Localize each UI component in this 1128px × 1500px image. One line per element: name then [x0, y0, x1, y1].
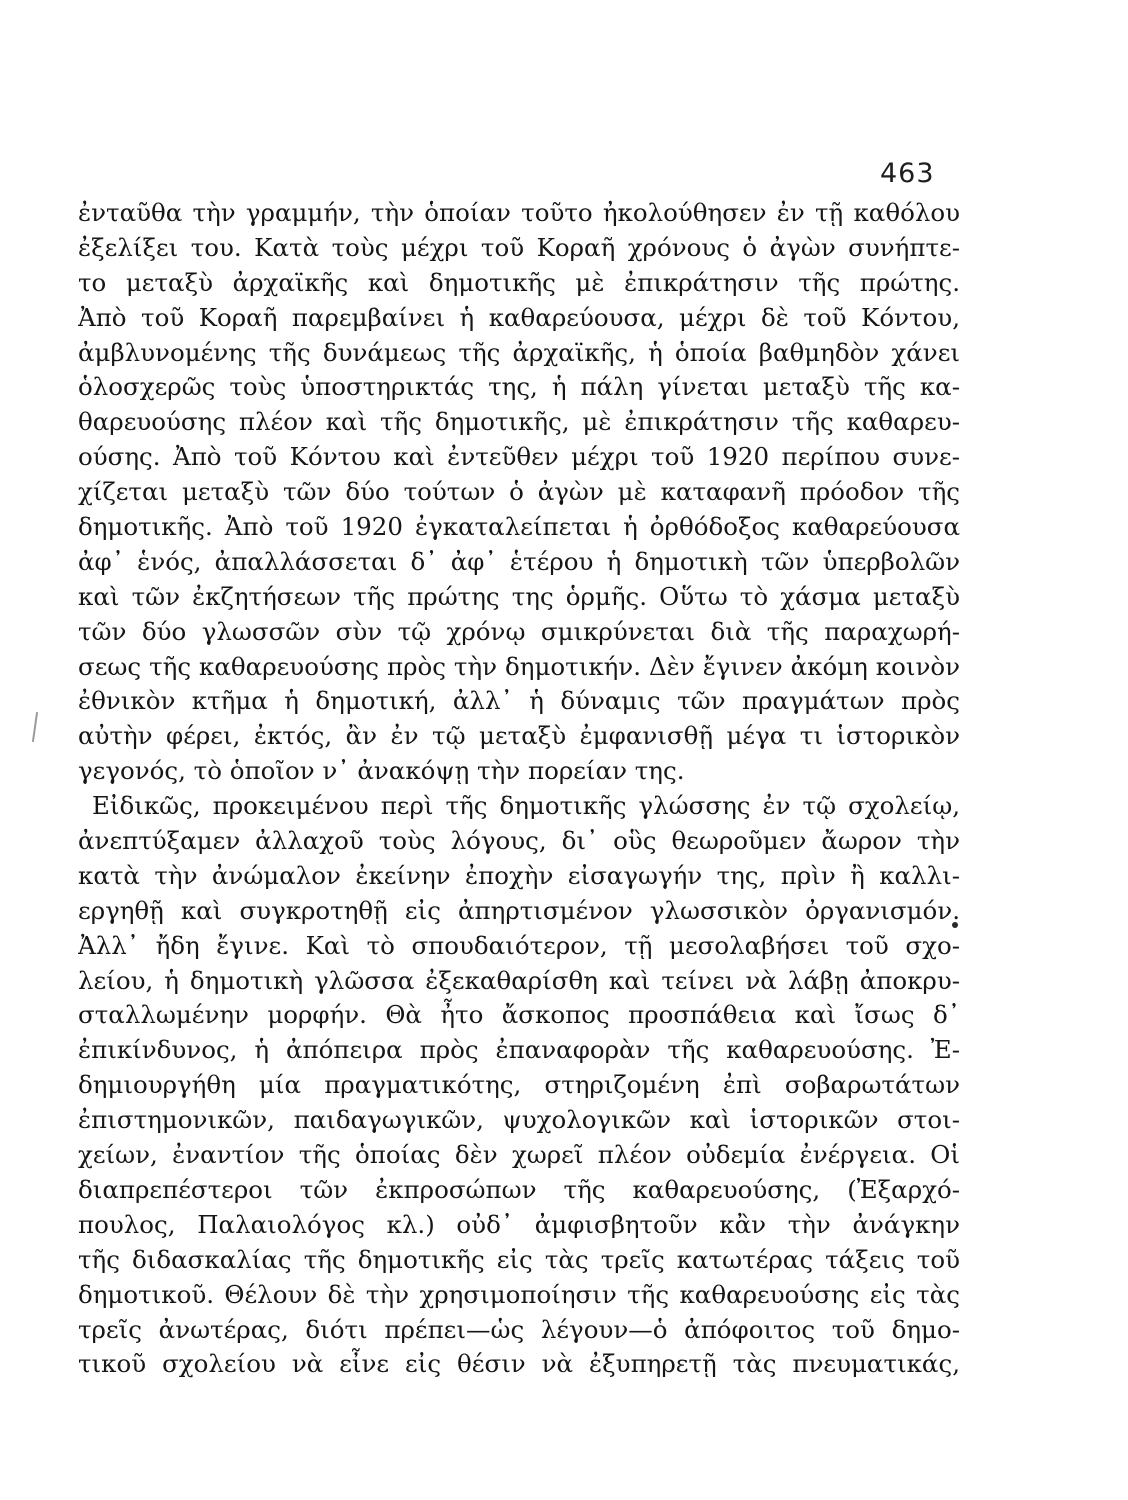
page-number: 463 [880, 158, 935, 189]
text-line: λείου, ἡ δημοτικὴ γλῶσσα ἐξεκαθαρίσθη καὶ τείνει νὰ λάβῃ ἀποκρυ- [78, 965, 960, 995]
text-line: χίζεται μεταξὺ τῶν δύο τούτων ὁ ἀγὼν μὲ καταφανῆ πρόοδον τῆς [78, 477, 960, 507]
text-line: πουλος, Παλαιολόγος κλ.) οὐδ᾽ ἀμφισβητοῦν κἂν τὴν ἀνάγκην [78, 1209, 960, 1239]
text-line: δημιουργήθη μία πραγματικότης, στηριζομένη ἐπὶ σοβαρωτάτων [78, 1070, 960, 1100]
paragraph-end-line: γεγονός, τὸ ὁποῖον ν᾽ ἀνακόψῃ τὴν πορείαν της. [78, 756, 685, 786]
text-line: ὁλοσχερῶς τοὺς ὑποστηρικτάς της, ἡ πάλη γίνεται μεταξὺ τῆς κα- [78, 372, 960, 402]
text-line: χείων, ἐναντίον τῆς ὁποίας δὲν χωρεῖ πλέον οὐδεμία ἐνέργεια. Οἱ [78, 1140, 960, 1170]
paragraph-start-line: Εἰδικῶς, προκειμένου περὶ τῆς δημοτικῆς γλώσσης ἐν τῷ σχολείῳ, [92, 791, 960, 821]
text-line: Ἀλλ᾽ ἤδη ἔγινε. Καὶ τὸ σπουδαιότερον, τῇ μεσολαβήσει τοῦ σχο- [78, 930, 960, 960]
text-line: Ἀπὸ τοῦ Κοραῆ παρεμβαίνει ἡ καθαρεύουσα, μέχρι δὲ τοῦ Κόντου, [78, 302, 960, 332]
text-line: ἐπικίνδυνος, ἡ ἀπόπειρα πρὸς ἐπαναφορὰν τῆς καθαρευούσης. Ἐ- [78, 1035, 960, 1065]
body-text [78, 196, 960, 1382]
text-line: ἐνταῦθα τὴν γραμμήν, τὴν ὁποίαν τοῦτο ἠκολούθησεν ἐν τῇ καθόλου [78, 198, 960, 227]
margin-pencil-mark [32, 712, 38, 742]
text-line: τικοῦ σχολείου νὰ εἶνε εἰς θέσιν νὰ ἐξυπηρετῇ τὰς πνευματικάς, [78, 1349, 960, 1379]
text-line: σταλλωμένην μορφήν. Θὰ ἦτο ἄσκοπος προσπάθεια καὶ ἴσως δ᾽ [78, 1000, 960, 1030]
text-line: εργηθῇ καὶ συγκροτηθῇ εἰς ἀπηρτισμένον γλωσσικὸν ὀργανισμόν. [78, 895, 960, 925]
text-line: ἀφ᾽ ἑνός, ἀπαλλάσσεται δ᾽ ἀφ᾽ ἑτέρου ἡ δημοτικὴ τῶν ὑπερβολῶν [78, 546, 960, 576]
text-line: τῶν δύο γλωσσῶν σὺν τῷ χρόνῳ σμικρύνεται διὰ τῆς παραχωρή- [78, 616, 960, 646]
text-line: θαρευούσης πλέον καὶ τῆς δημοτικῆς, μὲ ἐπικράτησιν τῆς καθαρευ- [78, 407, 960, 437]
text-line: δημοτικῆς. Ἀπὸ τοῦ 1920 ἐγκαταλείπεται ἡ ὀρθόδοξος καθαρεύουσα [78, 512, 960, 542]
text-line: διαπρεπέστεροι τῶν ἐκπροσώπων τῆς καθαρευούσης, (Ἐξαρχό- [78, 1174, 960, 1204]
text-line: σεως τῆς καθαρευούσης πρὸς τὴν δημοτικήν. Δὲν ἔγινεν ἀκόμη κοινὸν [78, 651, 960, 681]
text-line: ἀνεπτύξαμεν ἀλλαχοῦ τοὺς λόγους, δι᾽ οὓς θεωροῦμεν ἄωρον τὴν [78, 826, 960, 856]
text-line: αὐτὴν φέρει, ἐκτός, ἂν ἐν τῷ μεταξὺ ἐμφανισθῇ μέγα τι ἱστορικὸν [78, 721, 960, 751]
text-line: ἐξελίξει του. Κατὰ τοὺς μέχρι τοῦ Κοραῆ χρόνους ὁ ἀγὼν συνήπτε- [78, 232, 960, 262]
text-line: ἀμβλυνομένης τῆς δυνάμεως τῆς ἀρχαϊκῆς, ἡ ὁποία βαθμηδὸν χάνει [78, 337, 960, 367]
text-line: ἐθνικὸν κτῆμα ἡ δημοτική, ἀλλ᾽ ἡ δύναμις τῶν πραγμάτων πρὸς [78, 686, 960, 716]
text-line: τρεῖς ἀνωτέρας, διότι πρέπει—ὡς λέγουν—ὁ ἀπόφοιτος τοῦ δημο- [78, 1314, 960, 1344]
text-line: ἐπιστημονικῶν, παιδαγωγικῶν, ψυχολογικῶν καὶ ἱστορικῶν στοι- [78, 1105, 960, 1135]
text-line: δημοτικοῦ. Θέλουν δὲ τὴν χρησιμοποίησιν τῆς καθαρευούσης εἰς τὰς [78, 1279, 960, 1309]
text-line: ούσης. Ἀπὸ τοῦ Κόντου καὶ ἐντεῦθεν μέχρι τοῦ 1920 περίπου συνε- [78, 442, 960, 472]
text-line: το μεταξὺ ἀρχαϊκῆς καὶ δημοτικῆς μὲ ἐπικράτησιν τῆς πρώτης. [78, 267, 960, 297]
text-line: καὶ τῶν ἐκζητήσεων τῆς πρώτης της ὁρμῆς. Οὕτω τὸ χάσμα μεταξὺ [78, 581, 960, 611]
text-line: τῆς διδασκαλίας τῆς δημοτικῆς εἰς τὰς τρεῖς κατωτέρας τάξεις τοῦ [78, 1244, 960, 1274]
text-line: κατὰ τὴν ἀνώμαλον ἐκείνην ἐποχὴν εἰσαγωγήν της, πρὶν ἢ καλλι- [78, 860, 960, 890]
